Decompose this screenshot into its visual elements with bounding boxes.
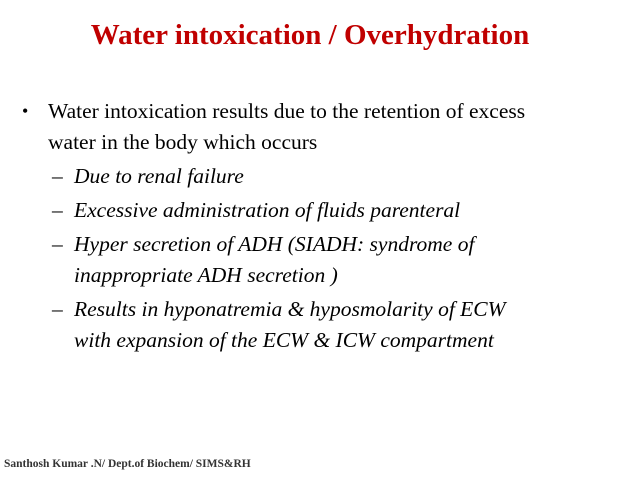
sub-item-line: inappropriate ADH secretion ) [74, 263, 338, 287]
sub-item [52, 229, 622, 291]
slide-footer: Santhosh Kumar .N/ Dept.of Biochem/ SIMS&RH [4, 458, 251, 470]
bullet-text [48, 96, 622, 158]
sub-item-text [74, 294, 622, 356]
sub-list [52, 161, 622, 356]
sub-item-line: Excessive administration of fluids parenteral [74, 198, 461, 222]
sub-item-line: Due to renal failure [74, 164, 244, 188]
sub-item-line: Results in hyponatremia & hyposmolarity of ECW [74, 297, 506, 321]
sub-item-marker: – [52, 232, 63, 256]
sub-item [52, 161, 622, 192]
sub-item [52, 195, 622, 226]
sub-item-marker: – [52, 164, 63, 188]
sub-item-text [74, 195, 622, 226]
sub-item-text [74, 229, 622, 291]
slide-title: Water intoxication / Overhydration [90, 19, 530, 51]
sub-item [52, 294, 622, 356]
bullet-item [22, 96, 622, 158]
sub-item-line: Hyper secretion of ADH (SIADH: syndrome of [74, 232, 475, 256]
bullet-line: Water intoxication results due to the retention of excess [48, 99, 526, 123]
bullet-marker: • [22, 101, 29, 121]
sub-item-line: with expansion of the ECW & ICW compartment [74, 328, 494, 352]
sub-item-marker: – [52, 297, 63, 321]
slide-body [22, 96, 622, 359]
bullet-line: water in the body which occurs [48, 130, 318, 154]
sub-item-text [74, 161, 622, 192]
sub-item-marker: – [52, 198, 63, 222]
